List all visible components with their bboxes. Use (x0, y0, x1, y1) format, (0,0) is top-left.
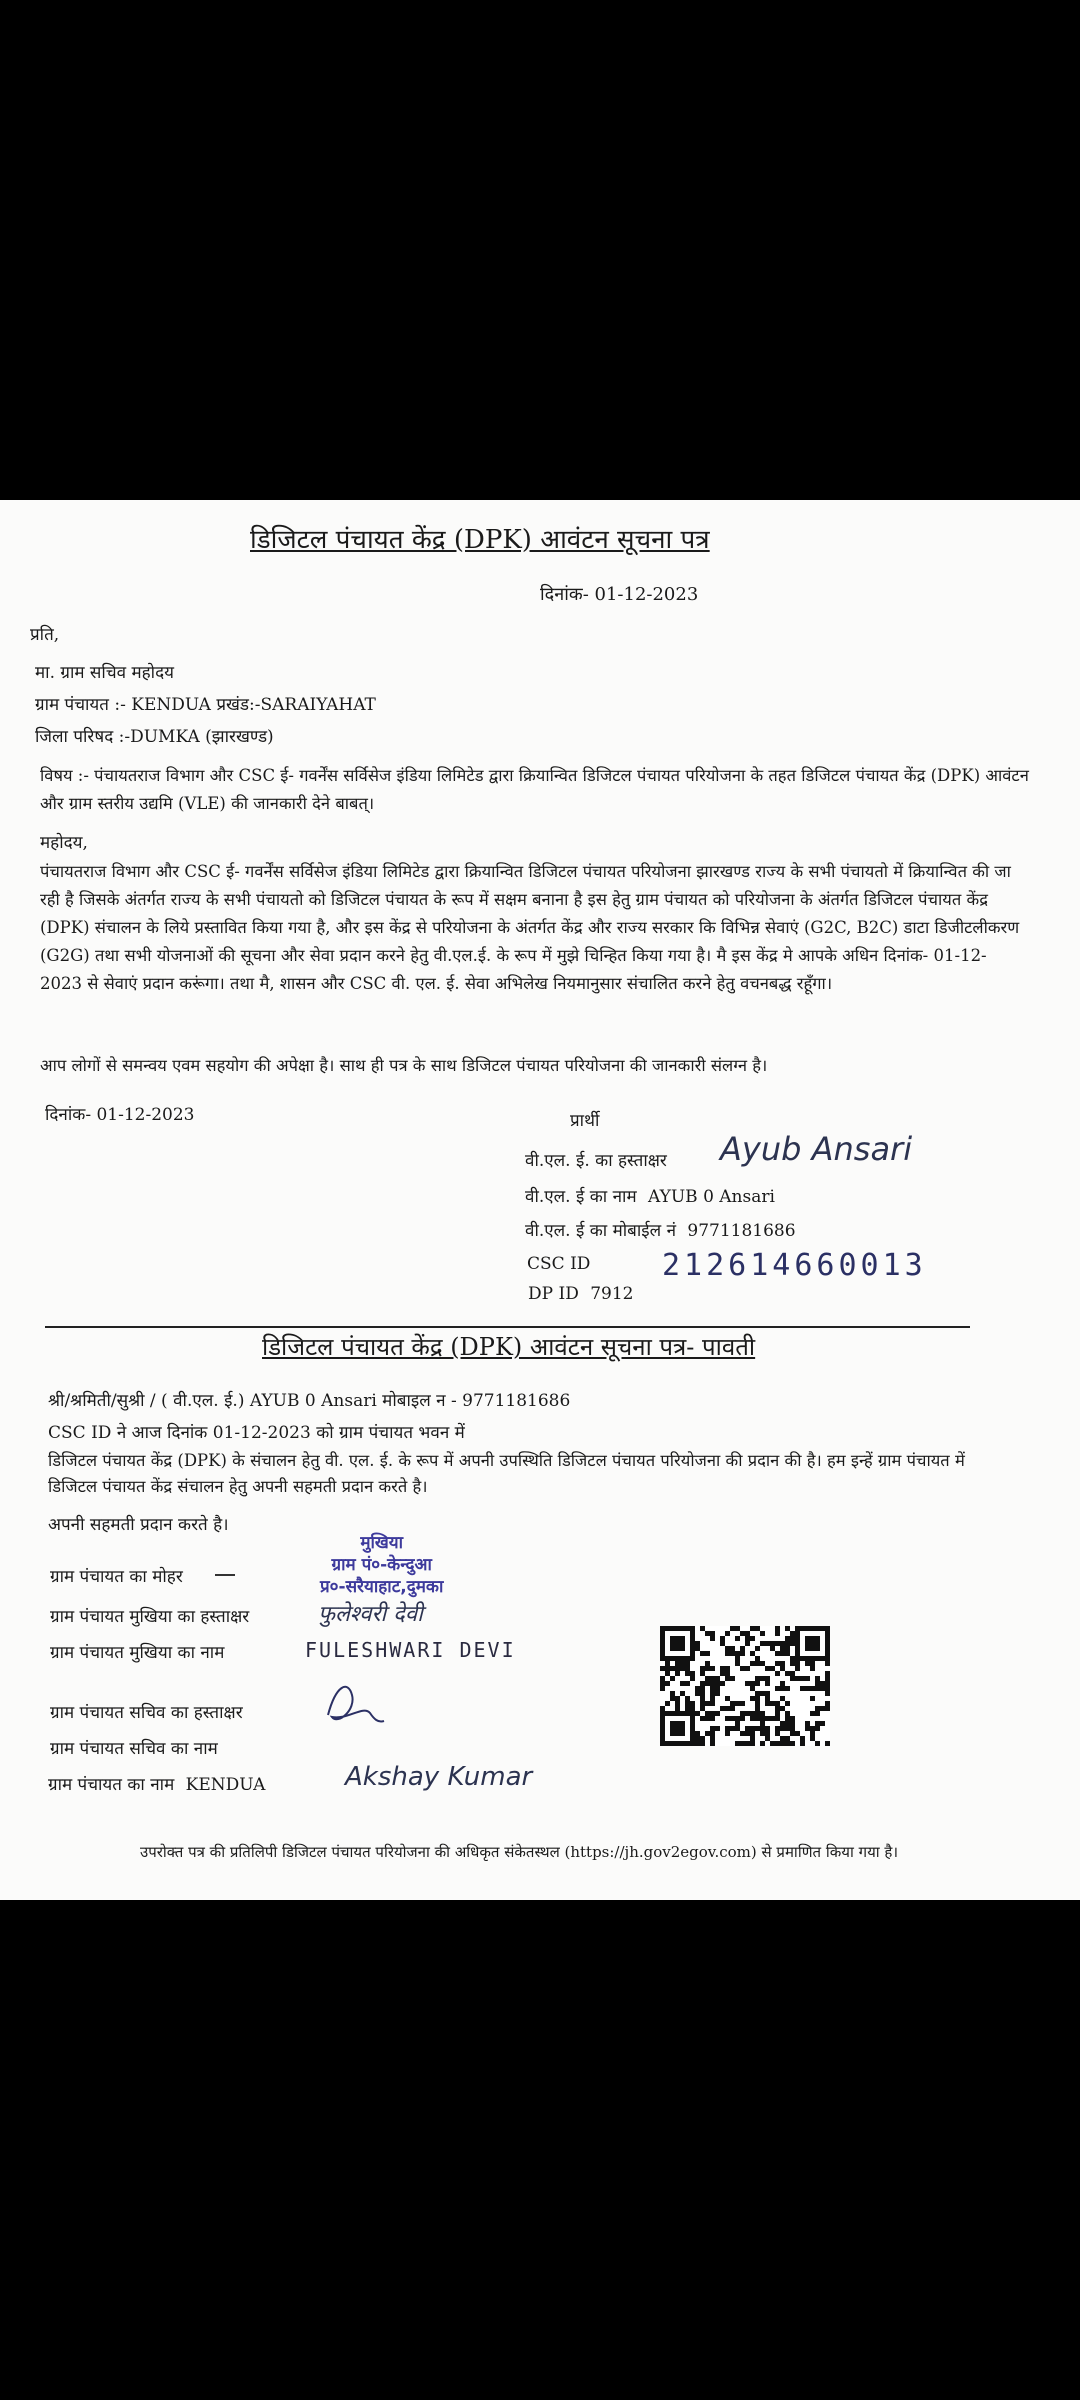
mukhiya-name: FULESHWARI DEVI (305, 1638, 516, 1662)
panchayat-seal: मुखिया ग्राम पं०-केन्दुआ प्र०-सरैयाहाट,दुमका (320, 1533, 444, 1597)
receipt-line-4: अपनी सहमती प्रदान करते है। (48, 1515, 229, 1535)
receipt-line-1: श्री/श्रमिती/सुश्री / ( वी.एल. ई.) AYUB 0 Ansari मोबाइल न - 9771181686 (48, 1391, 571, 1411)
mukhiya-signature: फुलेश्वरी देवी (318, 1602, 423, 1627)
request-text: आप लोगों से समन्वय एवम सहयोग की अपेक्षा है। साथ ही पत्र के साथ डिजिटल पंचायत परियोजना की जानकारी संलग्न है। (40, 1056, 768, 1075)
seal-dash (215, 1574, 235, 1576)
salutation: महोदय, (40, 833, 88, 853)
sachiv-signature-label: ग्राम पंचायत सचिव का हस्ताक्षर (50, 1703, 243, 1723)
csc-id-value: 212614660013 (662, 1248, 927, 1283)
sachiv-signature (318, 1675, 388, 1735)
qr-code-graphic (660, 1626, 830, 1746)
document-title: डिजिटल पंचायत केंद्र (DPK) आवंटन सूचना पत्र (250, 525, 710, 555)
receipt-line-3: डिजिटल पंचायत केंद्र (DPK) के संचालन हेतु वी. एल. ई. के रूप में अपनी उपस्थिति डिजिटल पंचायत परियोजना की प्रदान की है। हम इन्हें ग्राम पंचायत में डिजिटल पंचायत केंद्र संचालन हेतु अपनी सहमती प्रदान करते है। (48, 1451, 965, 1496)
document-date: दिनांक- 01-12-2023 (540, 584, 699, 605)
sachiv-name-label: ग्राम पंचायत सचिव का नाम (50, 1739, 218, 1759)
qr-code (660, 1626, 830, 1746)
receipt-line-2: CSC ID ने आज दिनांक 01-12-2023 को ग्राम पंचायत भवन में (48, 1423, 465, 1443)
vle-name-label: वी.एल. ई का नाम (525, 1187, 637, 1207)
addressee: मा. ग्राम सचिव महोदय (35, 663, 174, 683)
body-text: पंचायतराज विभाग और CSC ई- गवर्नेंस सर्विसेज इंडिया लिमिटेड द्वारा क्रियान्वित डिजिटल पंचायत परियोजना झारखण्ड राज्य के सभी पंचायतो में क्रियान्वित की जा रही है जिसके अंतर्गत राज्य के सभी पंचायतो को डिजिटल पंचायत के रूप में सक्षम बनाना है इस हेतु ग्राम पंचायत को परियोजना के अंतर्गत डिजिटल पंचायत केंद्र (DPK) संचालन के लिये प्रस्तावित किया गया है, और इस केंद्र से परियोजना के अंतर्गत केंद्र और राज्य सरकार कि विभिन्न सेवाएं (G2C, B2C) डाटा डिजीटलीकरण (G2G) तथा सभी योजनाओं की सूचना और सेवा प्रदान करने हेतु वी.एल.ई. के रूप में मुझे चिन्हित किया गया है। मै इस केंद्र मे आपके अधिन दिनांक- 01-12-2023 से सेवाएं प्रदान करूंगा। तथा मै, शासन और CSC वी. एल. ई. सेवा अभिलेख नियमानुसार संचालित करने हेतु वचनबद्ध रहूँगा। (40, 862, 1020, 993)
seal-label: ग्राम पंचायत का मोहर (50, 1567, 183, 1587)
document-page (0, 500, 1080, 1900)
vle-signature: Ayub Ansari (720, 1130, 913, 1168)
vle-signature-label: वी.एल. ई. का हस्ताक्षर (525, 1151, 667, 1171)
gp-name-label: ग्राम पंचायत का नाम (48, 1775, 175, 1795)
dp-id-label: DP ID (528, 1284, 579, 1304)
district-line: जिला परिषद :-DUMKA (झारखण्ड) (35, 727, 274, 747)
panchayat-line: ग्राम पंचायत :- KENDUA प्रखंड:-SARAIYAHAT (35, 695, 376, 715)
applicant-label: प्रार्थी (570, 1111, 600, 1131)
csc-id-label: CSC ID (527, 1254, 591, 1274)
gp-name: KENDUA (185, 1775, 266, 1795)
footer-note: उपरोक्त पत्र की प्रतिलिपी डिजिटल पंचायत परियोजना की अधिकृत संकेतस्थल (https://jh.gov2egov.com) से प्रमाणित किया गया है। (140, 1843, 899, 1861)
to-line: प्रति, (30, 625, 60, 645)
vle-name: AYUB 0 Ansari (648, 1187, 775, 1207)
dp-id-value: 7912 (590, 1284, 634, 1304)
bottom-date: दिनांक- 01-12-2023 (45, 1105, 195, 1125)
sachiv-name-handwritten: Akshay Kumar (345, 1762, 533, 1792)
mukhiya-signature-label: ग्राम पंचायत मुखिया का हस्ताक्षर (50, 1607, 250, 1627)
subject-text: विषय :- पंचायतराज विभाग और CSC ई- गवर्नेंस सर्विसेज इंडिया लिमिटेड द्वारा क्रियान्वित डिजिटल पंचायत परियोजना के तहत डिजिटल पंचायत केंद्र (DPK) आवंटन और ग्राम स्तरीय उद्यमि (VLE) की जानकारी देने बाबत्। (40, 766, 1029, 813)
section-divider (45, 1326, 970, 1328)
vle-mobile: 9771181686 (687, 1221, 796, 1241)
vle-mobile-label: वी.एल. ई का मोबाईल नं (525, 1221, 676, 1241)
mukhiya-name-label: ग्राम पंचायत मुखिया का नाम (50, 1643, 225, 1663)
receipt-title: डिजिटल पंचायत केंद्र (DPK) आवंटन सूचना पत्र- पावती (262, 1333, 756, 1361)
